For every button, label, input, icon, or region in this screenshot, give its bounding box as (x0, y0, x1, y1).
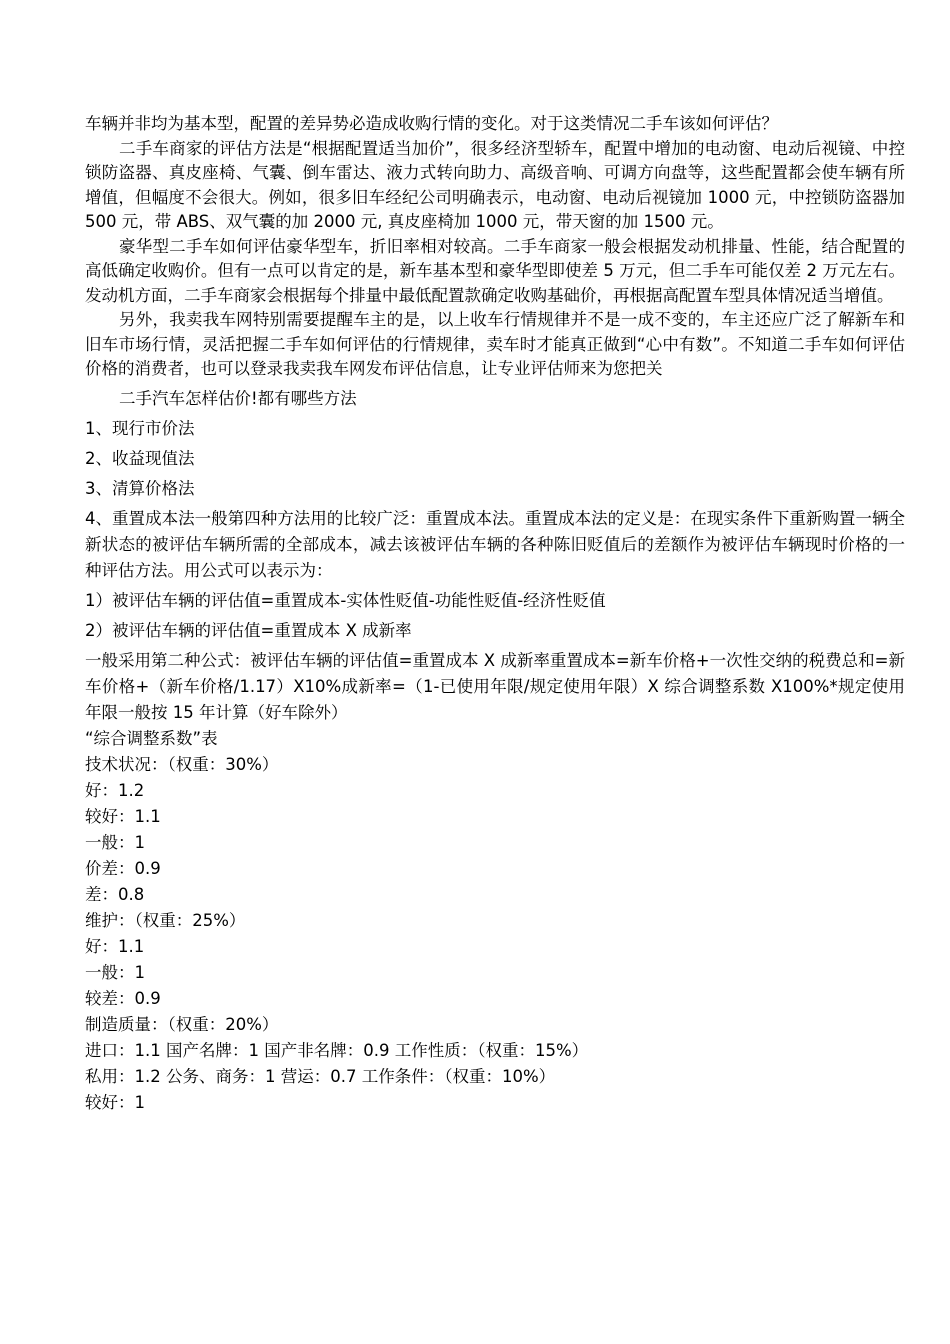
factor-line: 较好：1 (85, 1092, 145, 1112)
factor-line: 制造质量：（权重：20%） (85, 1014, 279, 1034)
factor-line: 技术状况：（权重：30%） (85, 754, 279, 774)
document-body (85, 112, 905, 1116)
paragraph-reminder: 另外，我卖我车网特别需要提醒车主的是，以上收车行情规律并不是一成不变的，车主还应广泛了解新车和旧车市场行情，灵活把握二手车如何评估的行情规律，卖车时才能真正做到“心中有数”。不知道二手车如何评估价格的消费者，也可以登录我卖我车网发布评估信息，让专业评估师来为您把关 (85, 310, 905, 378)
method-item: 2、收益现值法 (85, 448, 195, 468)
factor-line: 价差：0.9 (85, 858, 161, 878)
factor-line: 一般：1 (85, 832, 145, 852)
section-heading-methods: 二手汽车怎样估价!都有哪些方法 (119, 388, 357, 408)
formula-item: 1）被评估车辆的评估值=重置成本-实体性贬值-功能性贬值-经济性贬值 (85, 590, 606, 610)
table-title: “综合调整系数”表 (85, 728, 218, 748)
formula-item: 2）被评估车辆的评估值=重置成本 X 成新率 (85, 620, 412, 640)
factor-line: 差：0.8 (85, 884, 145, 904)
formula-explanation: 一般采用第二种公式：被评估车辆的评估值=重置成本 X 成新率重置成本=新车价格+一次性交纳的税费总和=新车价格+（新车价格/1.17）X10%成新率=（1-已使用年限/规定使用年限）X 综合调整系数 X100%*规定使用年限一般按 15 年计算（好车除外） (85, 650, 905, 722)
factor-line: 维护：（权重：25%） (85, 910, 246, 930)
factor-line: 较好：1.1 (85, 806, 161, 826)
factor-line: 一般：1 (85, 962, 145, 982)
factor-line: 私用：1.2 公务、商务：1 营运：0.7 工作条件：（权重：10%） (85, 1066, 556, 1086)
factor-line: 好：1.2 (85, 780, 145, 800)
factor-line: 较差：0.9 (85, 988, 161, 1008)
paragraph-luxury-cars: 豪华型二手车如何评估豪华型车，折旧率相对较高。二手车商家一般会根据发动机排量、性能，结合配置的高低确定收购价。但有一点可以肯定的是，新车基本型和豪华型即使差 5 万元，但二手车可能仅差 2 万元左右。发动机方面，二手车商家会根据每个排量中最低配置款确定收购基础价，再根据高配置车型具体情况适当增值。 (85, 236, 905, 305)
factor-line: 进口：1.1 国产名牌：1 国产非名牌：0.9 工作性质：（权重：15%） (85, 1040, 589, 1060)
paragraph-config-pricing: 二手车商家的评估方法是“根据配置适当加价”，很多经济型轿车，配置中增加的电动窗、电动后视镜、中控锁防盗器、真皮座椅、气囊、倒车雷达、液力式转向助力、高级音响、可调方向盘等，这些配置都会使车辆有所增值，但幅度不会很大。例如，很多旧车经纪公司明确表示，电动窗、电动后视镜加 1000 元，中控锁防盗器加 500 元，带 ABS、双气囊的加 2000 元, 真皮座椅加 1000 元，带天窗的加 1500 元。 (85, 138, 905, 231)
method-item-replacement-cost: 4、重置成本法一般第四种方法用的比较广泛：重置成本法。重置成本法的定义是：在现实条件下重新购置一辆全新状态的被评估车辆所需的全部成本，减去该被评估车辆的各种陈旧贬值后的差额作为被评估车辆现时价格的一种评估方法。用公式可以表示为： (85, 508, 905, 580)
paragraph-intro: 车辆并非均为基本型，配置的差异势必造成收购行情的变化。对于这类情况二手车该如何评估？ (85, 114, 778, 133)
method-item: 1、现行市价法 (85, 418, 195, 438)
factor-line: 好：1.1 (85, 936, 145, 956)
method-item: 3、清算价格法 (85, 478, 195, 498)
